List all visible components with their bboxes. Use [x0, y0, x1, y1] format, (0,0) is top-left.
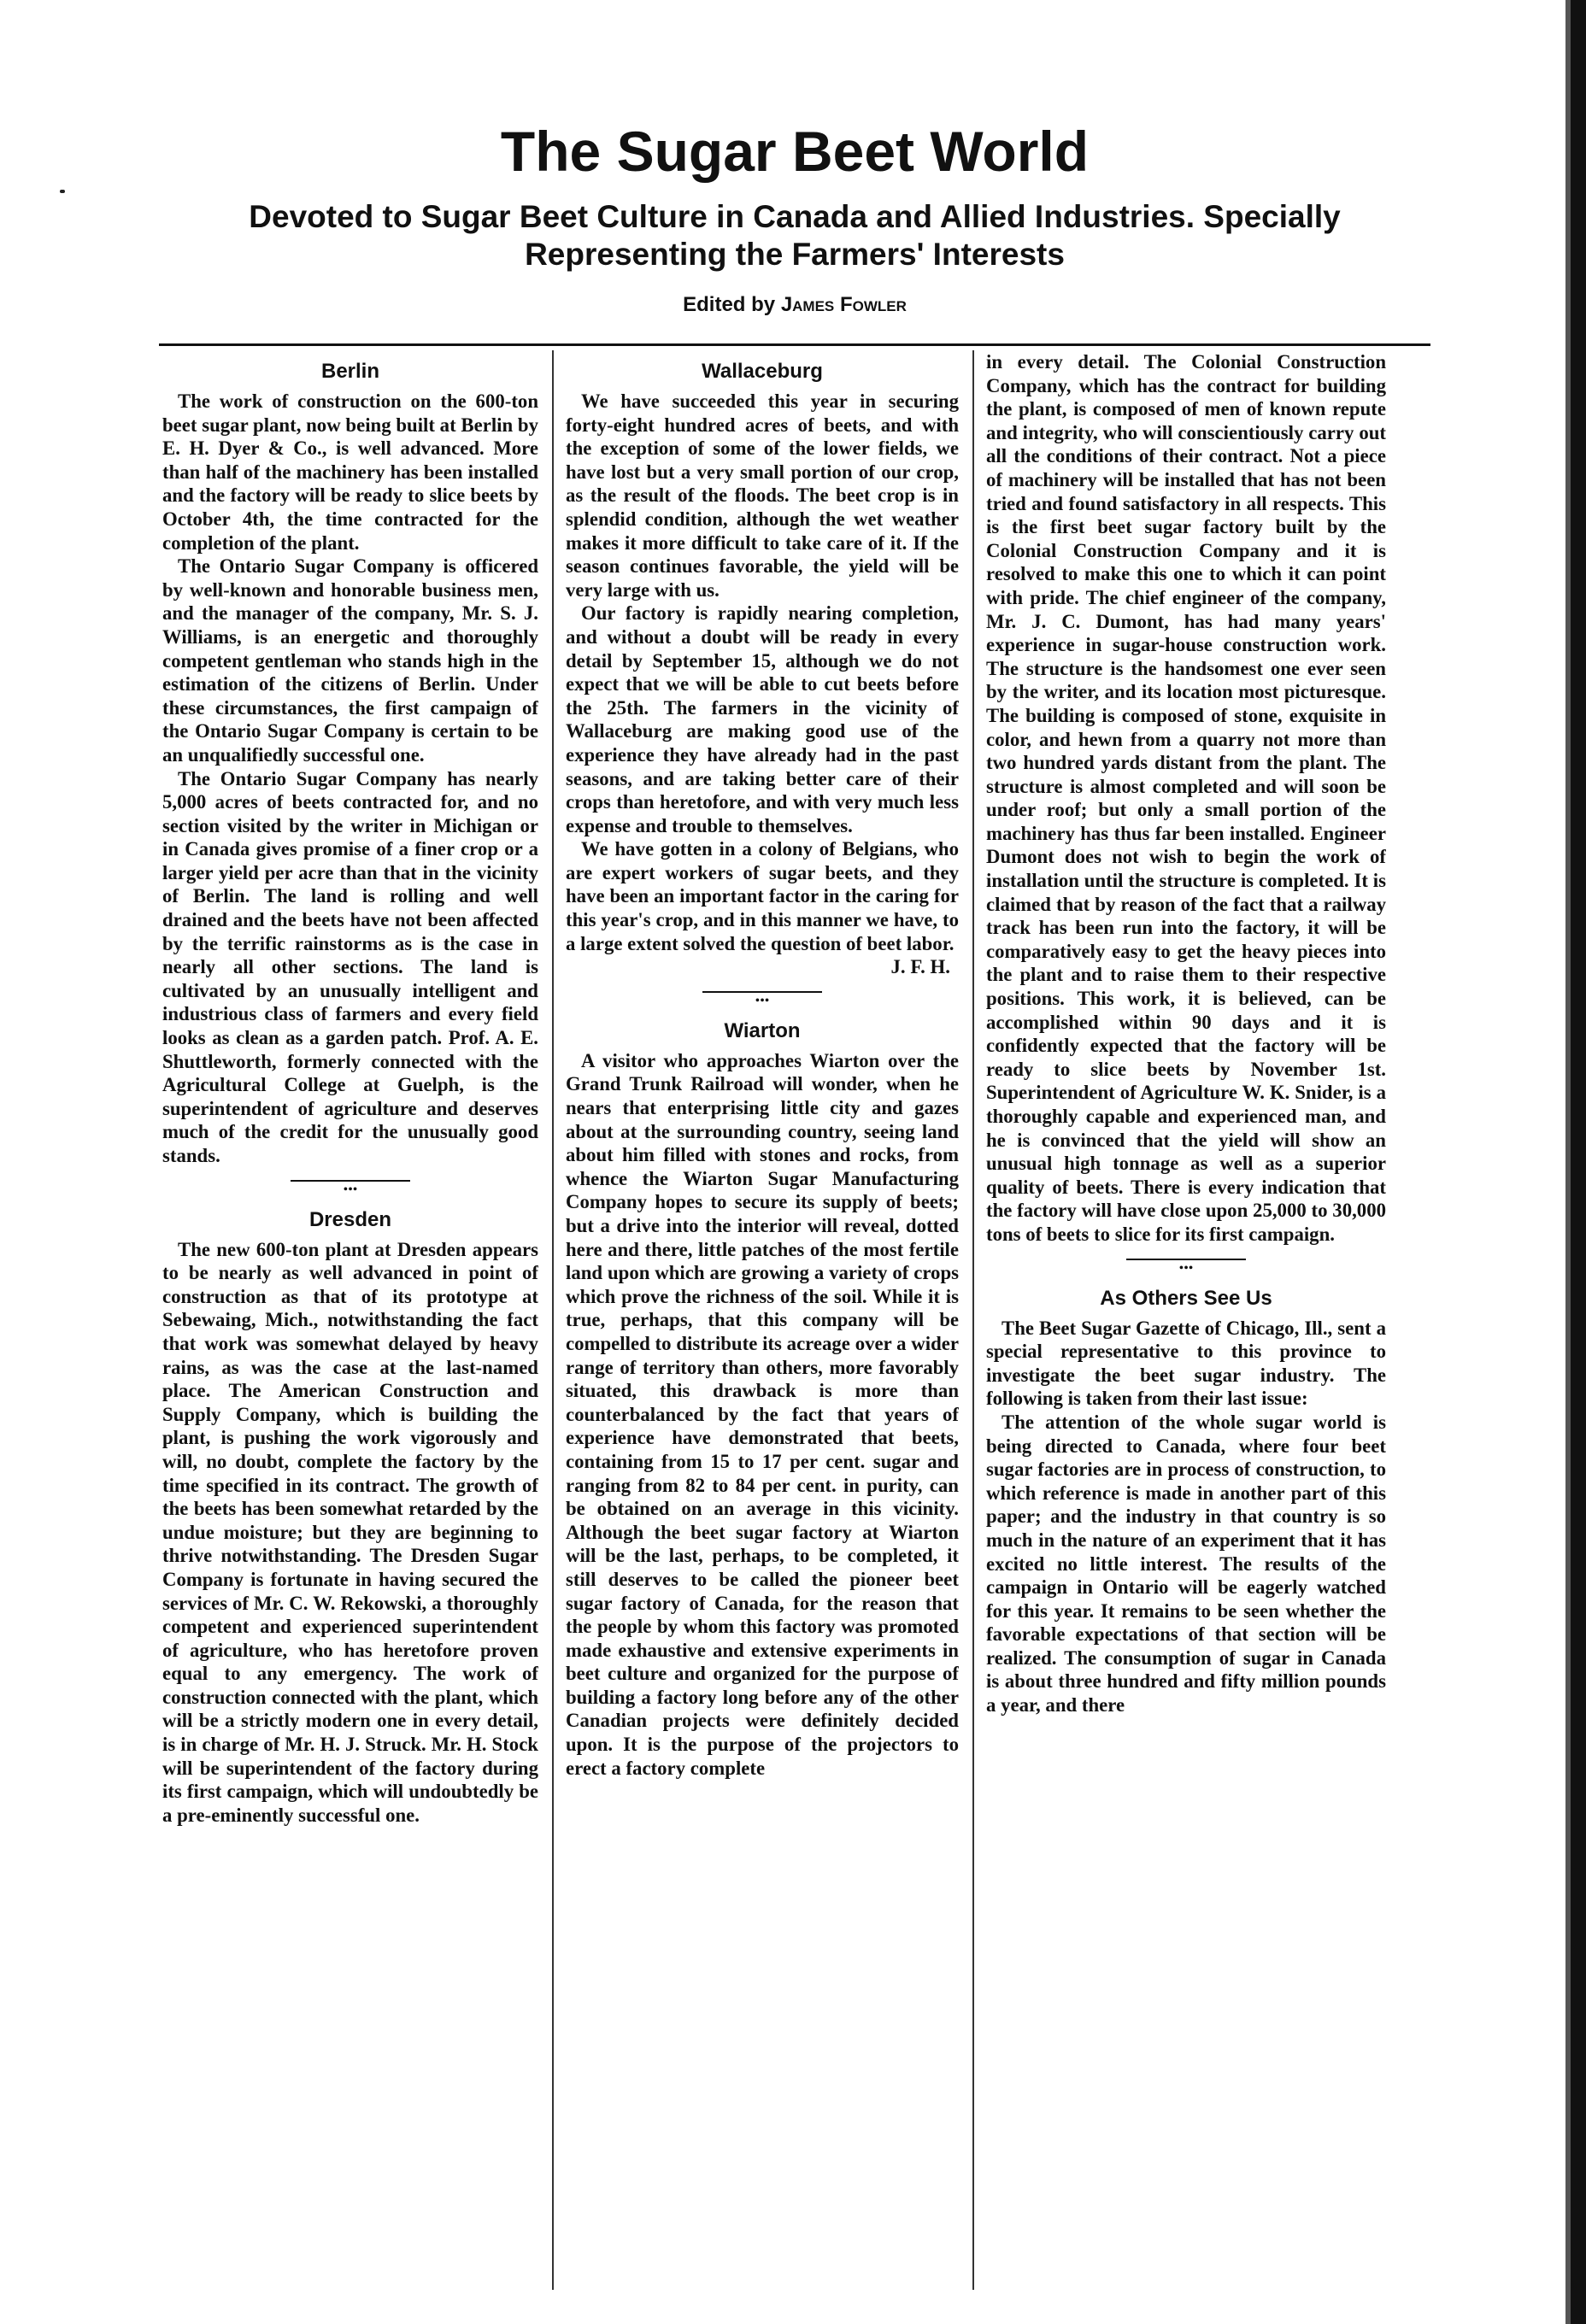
column-rule-1 — [552, 350, 554, 2290]
wiarton-paragraph-1: A visitor who approaches Wiarton over the Grand Trunk Railroad will wonder, when he nears that enterprising little city and gazes about at the surrounding country, seeing land about him filled with stones and rocks, from whence the Wiarton Sugar Manufacturing Company hopes to secure its supply of beets; but a drive into the interior will reveal, dotted here and there, little patches of the most fertile land upon which are growing a variety of crops which prove the richness of the soil. While it is true, perhaps, that this company will be compelled to distribute its acreage over a wider range of territory than others, more favorably situated, this drawback is more than counterbalanced by the fact that years of experience have demonstrated that beets, containing from 15 to 17 per cent. sugar and ranging from 82 to 84 per cent. in purity, can be obtained on an average in this vicinity. Although the beet sugar factory at Wiarton will be the last, perhaps, to be completed, it still deserves to be called the pioneer beet sugar factory of Canada, for the reason that the people by whom this factory was promoted made exhaustive and extensive experiments in beet culture and organized for the purpose of building a factory long before any of the other Canadian projects were definitely decided upon. It is the purpose of the projectors to erect a factory complete — [566, 1049, 959, 1779]
divider-ornament: ••• — [702, 991, 822, 1010]
subtitle-line-2: Representing the Farmers' Interests — [525, 237, 1065, 273]
editor-name: James Fowler — [780, 292, 907, 316]
berlin-paragraph-3: The Ontario Sugar Company has nearly 5,000 acres of beets contracted for, and no section visited by the writer in Michigan or in Canada gives promise of a finer crop or a larger yield per acre than that in the vicinity of Berlin. The land is rolling and well drained and the beets have not been affected by the terrific rainstorms as is the case in nearly all other sections. The land is cultivated by an unusually intelligent and industrious class of farmers and every field looks as clean as a garden patch. Prof. A. E. Shuttleworth, formerly connected with the Agricultural College at Guelph, is the superintendent of agriculture and deserves much of the credit for the unusually good stands. — [162, 767, 538, 1166]
as-others-see-us-heading: As Others See Us — [1100, 1286, 1272, 1310]
column-1 — [162, 350, 538, 2290]
divider-ornament: ••• — [291, 1180, 410, 1199]
dresden-paragraph-1: The new 600-ton plant at Dresden appears to be nearly as well advanced in point of construction as that of its prototype at Sebewaing, Mich., notwithstanding the fact that work was somewhat delayed by heavy rains, as was the case at the last-named place. The American Construction and Supply Company, which is building the plant, is pushing the work vigorously and will, no doubt, complete the factory by the time specified in its contract. The growth of the beets has been somewhat retarded by the undue moisture; but they are beginning to thrive notwithstanding. The Dresden Sugar Company is fortunate in having secured the services of Mr. C. W. Rekowski, a thoroughly competent and experienced superintendent of agriculture, who has heretofore proven equal to any emergency. The work of construction connected with the plant, which will be a strictly modern one in every detail, is in charge of Mr. H. J. Struck. Mr. H. Stock will be superintendent of the factory during its first campaign, which will undoubtedly be a pre-eminently successful one. — [162, 1238, 538, 1826]
page-edge-border — [1571, 0, 1586, 2324]
wallaceburg-paragraph-1: We have succeeded this year in securing forty-eight hundred acres of beets, and with the exception of some of the lower fields, we have lost but a very small portion of our crop, as the result of the floods. The beet crop is in splendid condition, although the wet weather makes it more difficult to take care of it. If the season continues favorable, the yield will be very large with us. — [566, 390, 959, 601]
column-3 — [986, 350, 1386, 2290]
column-rule-2 — [972, 350, 974, 2290]
masthead — [162, 120, 1427, 317]
edited-by-label: Edited by — [683, 292, 776, 316]
section-divider — [566, 991, 959, 1010]
ink-speck — [60, 190, 65, 193]
section-divider — [162, 1180, 538, 1199]
column-2 — [566, 350, 959, 2290]
wiarton-heading: Wiarton — [724, 1018, 801, 1042]
berlin-heading: Berlin — [320, 360, 379, 383]
subtitle-line-1: Devoted to Sugar Beet Culture in Canada and Allied Industries. Specially — [249, 198, 1341, 234]
masthead-rule — [159, 343, 1430, 346]
publication-subtitle — [162, 198, 1427, 274]
others-paragraph-2: The attention of the whole sugar world is being directed to Canada, where four beet sugar factories are in process of construction, to which reference is made in another part of this paper; and the industry in that country is so much in the nature of an experiment that it has excited no little interest. The results of the campaign in Ontario will be eagerly watched for this year. It remains to be seen whether the favorable expectations of that section will be realized. The consumption of sugar in Canada is about three hundred and fifty million pounds a year, and there — [986, 1411, 1386, 1717]
divider-ornament: ••• — [1126, 1259, 1246, 1277]
wallaceburg-paragraph-2: Our factory is rapidly nearing completion, and without a doubt will be ready in every detail by September 15, although we do not expect that we will be able to cut beets before the 25th. The farmers in the vicinity of Wallaceburg are making good use of the experience they have already had in the past seasons, and are taking better care of their crops than heretofore, and with very much less expense and trouble to themselves. — [566, 602, 959, 836]
dresden-heading: Dresden — [308, 1207, 392, 1231]
section-divider — [986, 1259, 1386, 1277]
wallaceburg-heading: Wallaceburg — [702, 360, 823, 383]
wallaceburg-paragraph-3: We have gotten in a colony of Belgians, who are expert workers of sugar beets, and they have been an important factor in the caring for this year's crop, and in this manner we have, to a large extent solved the question of beet labor. — [566, 838, 959, 954]
berlin-paragraph-2: The Ontario Sugar Company is officered by well-known and honorable business men, and the manager of the company, Mr. S. J. Williams, is an energetic and thoroughly competent gentleman who stands high in the estimation of the citizens of Berlin. Under these circumstances, the first campaign of the Ontario Sugar Company is certain to be an unqualifiedly successful one. — [162, 555, 538, 766]
editor-credit — [162, 293, 1427, 317]
berlin-paragraph-1: The work of construction on the 600-ton beet sugar plant, now being built at Berlin by E. H. Dyer & Co., is well advanced. More than half of the machinery has been installed and the factory will be ready to slice beets by October 4th, the time contracted for the completion of the plant. — [162, 390, 538, 554]
author-signature: J. F. H. — [890, 956, 950, 978]
others-paragraph-1: The Beet Sugar Gazette of Chicago, Ill., sent a special representative to this province to investigate the beet sugar industry. The following is taken from their last issue: — [986, 1317, 1386, 1410]
publication-title: The Sugar Beet World — [500, 120, 1090, 183]
wiarton-continuation: in every detail. The Colonial Construction Company, which has the contract for building the plant, is composed of men of known repute and integrity, who will conscientiously carry out all the conditions of their contract. Not a piece of machinery will be installed that has not been tried and found satisfactory in all respects. This is the first beet sugar factory built by the Colonial Construction Company and it is resolved to make this one to which it can point with pride. The chief engineer of the company, Mr. J. C. Dumont, has had many years' experience in sugar-house construction work. The structure is the handsomest one ever seen by the writer, and its location most picturesque. The building is composed of stone, exquisite in color, and hewn from a quarry not more than two hundred yards distant from the plant. The structure is almost completed and will soon be under roof; but only a small portion of the machinery has thus far been installed. Engineer Dumont does not wish to begin the work of installation until the structure is completed. It is claimed that by reason of the fact that a railway track has been run into the factory, it will be comparatively easy to get the heavy pieces into the plant and to raise them to their respective positions. This work, it is believed, can be accomplished within 90 days and it is confidently expected that the factory will be ready to slice beets by November 1st. Superintendent of Agriculture W. K. Snider, is a thoroughly capable and experienced man, and he is convinced that the yield will show an unusual high tonnage as well as a superior quality of beets. There is every indication that the factory will have close upon 25,000 to 30,000 tons of beets to slice for its first campaign. — [986, 351, 1386, 1245]
